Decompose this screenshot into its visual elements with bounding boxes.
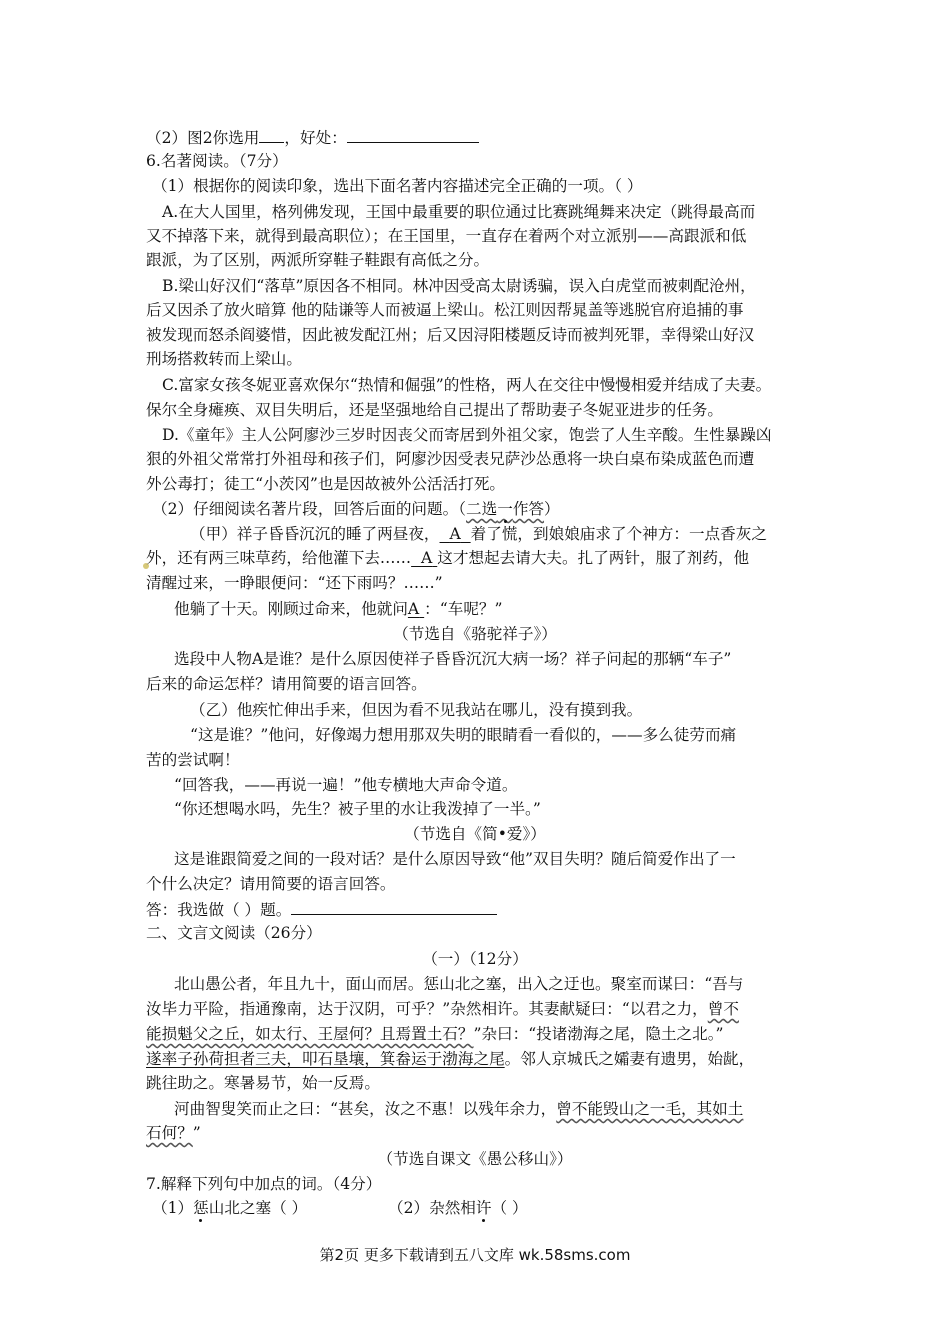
q6-option-b-line: 刑场搭救转而上梁山。 bbox=[146, 350, 302, 368]
q7-item-1: （1）惩山北之塞（ ） bbox=[152, 1199, 308, 1217]
q6-option-a-line: 跟派，为了区别，两派所穿鞋子鞋跟有高低之分。 bbox=[146, 251, 490, 269]
q5-benefit-blank[interactable] bbox=[347, 125, 479, 143]
passage-line: 能损魁父之丘，如太行、王屋何？且焉置土石？”杂曰：“投诸渤海之尾，隐土之北。” bbox=[146, 1025, 724, 1043]
q5-choice-blank[interactable] bbox=[259, 125, 284, 143]
q6-option-c-line: C.富家女孩冬妮亚喜欢保尔“热情和倔强”的性格，两人在交往中慢慢相爱并结成了夫妻。 bbox=[162, 376, 772, 394]
yi-question: 这是谁跟简爱之间的一段对话？是什么原因导致“他”双目失明？随后简爱作出了一 bbox=[174, 850, 736, 868]
q6-option-b-line: B.梁山好汉们“落草”原因各不相同。林冲因受高太尉诱骗，误入白虎堂而被刺配沧州， bbox=[162, 277, 756, 295]
yi-excerpt-line: “这是谁？”他问，好像竭力想用那双失明的眼睛看一看似的，——多么徒劳而痛 bbox=[190, 726, 737, 744]
yi-source: （节选自《简•爱》） bbox=[404, 825, 546, 843]
answer-blank[interactable] bbox=[291, 897, 497, 915]
q6-option-d-line: D.《童年》主人公阿廖沙三岁时因丧父而寄居到外祖父家，饱尝了人生辛酸。生性暴躁凶 bbox=[162, 426, 772, 444]
q5-part2-mid: ，好处： bbox=[284, 129, 347, 147]
q6-option-a-line: A.在大人国里，格列佛发现，王国中最重要的职位通过比赛跳绳舞来决定（跳得最高而 bbox=[162, 203, 756, 221]
blank-a: A bbox=[407, 600, 420, 618]
passage-line: 跳往助之。寒暑易节，始一反焉。 bbox=[146, 1074, 380, 1092]
yi-excerpt-line: （乙）他疾忙伸出手来，但因为看不见我站在哪儿，没有摸到我。 bbox=[190, 701, 643, 719]
passage-line: 石何？” bbox=[146, 1124, 201, 1142]
passage-line: 汝毕力平险，指通豫南，达于汉阴，可乎？”杂然相许。其妻献疑曰：“以君之力，曾不 bbox=[146, 1000, 739, 1018]
jia-source: （节选自《骆驼祥子》） bbox=[393, 625, 557, 643]
yi-question: 个什么决定？请用简要的语言回答。 bbox=[146, 875, 396, 893]
passage-line: 遂率子孙荷担者三夫，叩石垦壤，箕畚运于渤海之尾。邻人京城氏之孀妻有遗男，始龀， bbox=[146, 1050, 755, 1068]
q7-item-2: （2）杂然相许（ ） bbox=[388, 1199, 528, 1217]
section2-subtitle: （一）（12分） bbox=[422, 950, 528, 968]
jia-question: 后来的命运怎样？请用简要的语言回答。 bbox=[146, 675, 427, 693]
passage-line: 北山愚公者，年且九十，面山而居。惩山北之塞，出入之迂也。聚室而谋曰：“吾与 bbox=[174, 975, 744, 993]
passage-source: （节选自课文《愚公移山》） bbox=[377, 1150, 573, 1168]
q6-part2-stem: （2）仔细阅读名著片段，回答后面的问题。（二选一作答） bbox=[152, 500, 560, 518]
q6-title: 6.名著阅读。（7分） bbox=[146, 152, 288, 170]
q6-option-b-line: 被发现而怒杀阎婆惜，因此被发配江州；后又因浔阳楼题反诗而被判死罪，幸得梁山好汉 bbox=[146, 326, 755, 344]
jia-excerpt-line: 清醒过来，一睁眼便问：“还下雨吗？……” bbox=[146, 574, 443, 592]
jia-excerpt-line: 他躺了十天。刚顾过命来，他就问A ：“车呢？” bbox=[174, 600, 503, 618]
page-footer: 第2页 更多下载请到五八文库 wk.58sms.com bbox=[319, 1246, 631, 1264]
yi-excerpt-line: 苦的尝试啊！ bbox=[146, 751, 240, 769]
yi-excerpt-line: “回答我，——再说一遍！”他专横地大声命令道。 bbox=[174, 776, 518, 794]
q6-option-b-line: 后又因杀了放火暗算 他的陆谦等人而被逼上梁山。松江则因帮晁盖等逃脱官府追捕的事 bbox=[146, 301, 744, 319]
q7-title: 7.解释下列句中加点的词。（4分） bbox=[146, 1175, 382, 1193]
blank-a: A bbox=[449, 525, 461, 543]
yi-excerpt-line: “你还想喝水吗，先生？被子里的水让我泼掉了一半。” bbox=[174, 800, 541, 818]
jia-excerpt-line: （甲）祥子昏昏沉沉的睡了两昼夜， A 着了慌，到娘娘庙求了个神方：一点香灰之 bbox=[190, 525, 767, 543]
passage-line: 河曲智叟笑而止之曰：“甚矣，汝之不惠！以残年余力，曾不能毁山之一毛，其如土 bbox=[174, 1100, 744, 1118]
jia-question: 选段中人物A是谁？是什么原因使祥子昏昏沉沉大病一场？祥子问起的那辆“车子” bbox=[174, 650, 732, 668]
blank-a: A bbox=[421, 549, 433, 567]
q6-option-d-line: 狠的外祖父常常打外祖母和孩子们，阿廖沙因受表兄萨沙怂恿将一块白桌布染成蓝色而遭 bbox=[146, 450, 755, 468]
jia-excerpt-line: 外，还有两三味草药，给他灌下去…… A 这才想起去请大夫。扎了两针，服了剂药，他 bbox=[146, 549, 750, 567]
q5-part2-line bbox=[146, 125, 479, 150]
section2-title: 二、文言文阅读（26分） bbox=[146, 924, 322, 942]
q5-part2-label: （2）图2你选用 bbox=[146, 129, 260, 147]
q6-option-c-line: 保尔全身瘫痪、双目失明后，还是坚强地给自己提出了帮助妻子冬妮亚进步的任务。 bbox=[146, 401, 723, 419]
q6-option-a-line: 又不掉落下来，就得到最高职位）；在王国里，一直存在着两个对立派别——高跟派和低 bbox=[146, 227, 747, 245]
answer-line: 答：我选做（ ）题。 bbox=[146, 897, 497, 922]
q6-part1-stem: （1）根据你的阅读印象，选出下面名著内容描述完全正确的一项。（ ） bbox=[152, 177, 643, 195]
q6-option-d-line: 外公毒打；徒工“小茨冈”也是因故被外公活活打死。 bbox=[146, 475, 506, 493]
